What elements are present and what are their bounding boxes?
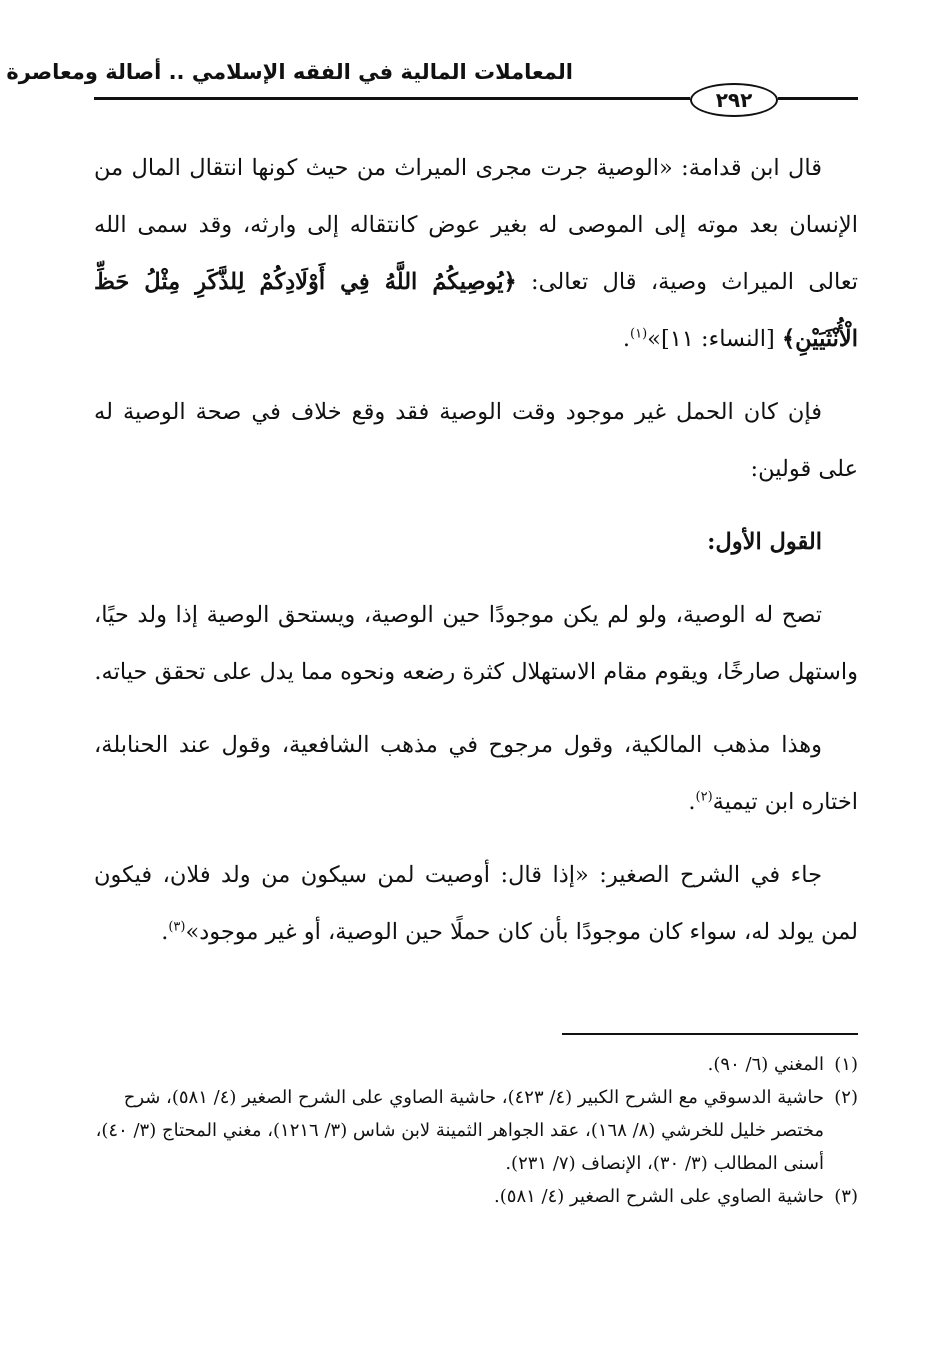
footnote-number: (٢) bbox=[834, 1087, 858, 1108]
paragraph-text: قال ابن قدامة: «الوصية جرت مجرى الميراث من حيث كونها انتقال المال من الإنسان بعد موته إلى الموصى له بغير عوض كانتقاله إلى وارثه، وقد سمى الله تعالى الميراث وصية، قال تعالى: bbox=[94, 155, 858, 295]
paragraph-ibn-qudama: قال ابن قدامة: «الوصية جرت مجرى الميراث من حيث كونها انتقال المال من الإنسان بعد موته إلى الموصى له بغير عوض كانتقاله إلى وارثه، وقد سمى الله تعالى الميراث وصية، قال تعالى: ﴿يُوصِيكُمُ اللَّهُ فِي أَوْلَادِكُمْ لِلذَّكَرِ مِثْلُ حَظِّ الْأُنْثَيَيْنِ﴾ [النساء: ١١]»$^{(١)}$. bbox=[94, 155, 858, 352]
paragraph-text: وهذا مذهب المالكية، وقول مرجوح في مذهب الشافعية، وقول عند الحنابلة، اختاره ابن تيمية bbox=[94, 732, 858, 815]
footnote-text: حاشية الصاوي على الشرح الصغير (٤/ ٥٨١). bbox=[494, 1186, 824, 1207]
paragraph-sharh-saghir: جاء في الشرح الصغير: «إذا قال: أوصيت لمن سيكون من ولد فلان، فيكون لمن يولد له، سواء كان موجودًا بأن كان حملًا حين الوصية، أو غير موجود»$^{(٣)}$. bbox=[94, 862, 858, 945]
header-rule-left bbox=[94, 97, 690, 100]
quran-verse: ﴿يُوصِيكُمُ اللَّهُ فِي أَوْلَادِكُمْ لِلذَّكَرِ مِثْلُ حَظِّ الْأُنْثَيَيْنِ﴾ bbox=[94, 269, 858, 352]
footnote-text: المغني (٦/ ٩٠). bbox=[707, 1054, 824, 1075]
paragraph-madhhab: وهذا مذهب المالكية، وقول مرجوح في مذهب الشافعية، وقول عند الحنابلة، اختاره ابن تيمية$^{(٢)}$. bbox=[94, 732, 858, 815]
footnote-3 bbox=[94, 1180, 858, 1213]
footnote-marker-1[interactable]: (١) bbox=[630, 326, 648, 342]
section-heading-first-opinion: القول الأول: bbox=[707, 529, 822, 555]
footnote-1 bbox=[94, 1048, 858, 1081]
paragraph-text: جاء في الشرح الصغير: «إذا قال: أوصيت لمن سيكون من ولد فلان، فيكون لمن يولد له، سواء كان موجودًا بأن كان حملًا حين الوصية، أو غير موجود» bbox=[94, 862, 858, 945]
page-number-badge: ٢٩٢ bbox=[690, 83, 778, 117]
footnote-number: (٣) bbox=[834, 1186, 858, 1207]
header-rule-right bbox=[778, 97, 858, 100]
footnote-marker-2[interactable]: (٢) bbox=[695, 789, 713, 805]
main-text bbox=[94, 140, 858, 977]
running-header-title: المعاملات المالية في الفقه الإسلامي .. أصالة ومعاصرة bbox=[6, 60, 573, 84]
paragraph-disagreement: فإن كان الحمل غير موجود وقت الوصية فقد وقع خلاف في صحة الوصية له على قولين: bbox=[94, 399, 858, 482]
paragraph-first-opinion: تصح له الوصية، ولو لم يكن موجودًا حين الوصية، ويستحق الوصية إذا ولد حيًا، واستهل صارخًا، ويقوم مقام الاستهلال كثرة رضعه ونحوه مما يدل على تحقق حياته. bbox=[94, 602, 858, 685]
footnotes bbox=[94, 1048, 858, 1213]
footnote-separator bbox=[562, 1033, 858, 1035]
footnote-2 bbox=[94, 1081, 858, 1180]
footnote-text: حاشية الدسوقي مع الشرح الكبير (٤/ ٤٢٣)، حاشية الصاوي على الشرح الصغير (٤/ ٥٨١)، شرح مختصر خليل للخرشي (٨/ ١٦٨)، عقد الجواهر الثمينة لابن شاس (٣/ ١٢١٦)، مغني المحتاج (٣/ ٤٠)، أسنى المطالب (٣/ ٣٠)، الإنصاف (٧/ ٢٣١). bbox=[95, 1087, 824, 1174]
footnote-marker-3[interactable]: (٣) bbox=[168, 919, 186, 935]
footnote-number: (١) bbox=[834, 1054, 858, 1075]
verse-reference: [النساء: ١١]» bbox=[647, 326, 782, 352]
